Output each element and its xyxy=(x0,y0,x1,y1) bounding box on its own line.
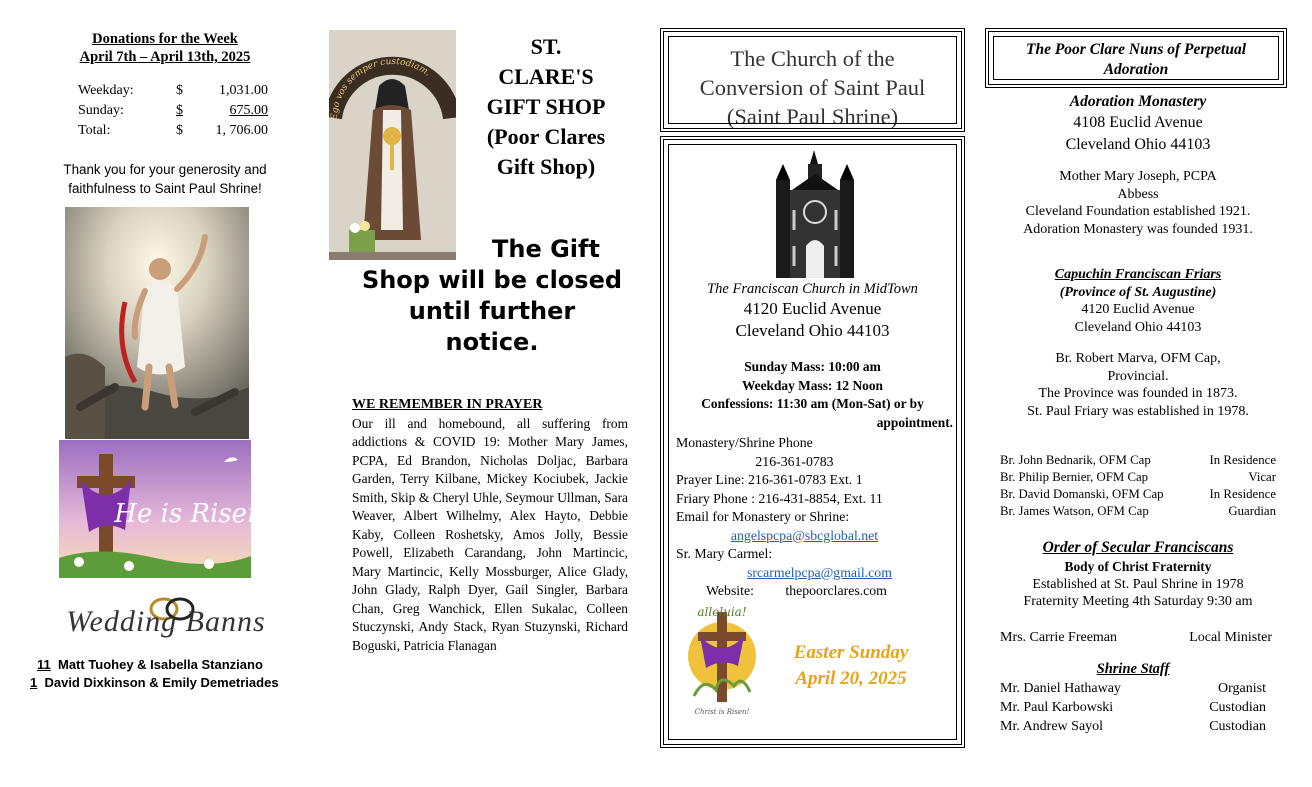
easter-line-2: April 20, 2025 xyxy=(795,668,907,689)
church-subtitle: The Franciscan Church in MidTown xyxy=(707,281,918,297)
friar-row xyxy=(1000,469,1276,486)
resurrection-painting xyxy=(65,207,249,439)
friar-name: Br. Philip Bernier, OFM Cap xyxy=(1000,470,1149,484)
friar-name: Br. James Watson, OFM Cap xyxy=(1000,504,1149,518)
church-title-line: (Saint Paul Shrine) xyxy=(726,104,899,129)
banns-names: David Dixkinson & Emily Demetriades xyxy=(44,675,279,690)
donation-row xyxy=(78,82,274,100)
abbess-title: Abbess xyxy=(1117,186,1159,202)
poor-clare-nuns-title: The Poor Clare Nuns of Perpetual Adoration xyxy=(1025,41,1247,78)
closed-notice-line: until further xyxy=(408,297,576,325)
gift-shop-title xyxy=(470,32,622,182)
staff-name: Mr. Daniel Hathaway xyxy=(1000,681,1121,696)
donations-title: Donations for the Week xyxy=(92,31,238,47)
statue-motto: Ego vos semper custodiam. xyxy=(329,56,433,121)
monastery-phone: 216-361-0783 xyxy=(755,453,834,469)
shrine-staff-section xyxy=(1000,660,1266,736)
staff-role: Custodian xyxy=(1209,719,1266,734)
confessions: Confessions: 11:30 am (Mon-Sat) or by xyxy=(701,396,924,411)
staff-name: Mr. Andrew Sayol xyxy=(1000,719,1104,734)
minister-role: Local Minister xyxy=(1189,630,1272,645)
donations-table xyxy=(76,80,276,142)
donation-currency: $ xyxy=(176,123,183,138)
friar-role: Guardian xyxy=(1228,504,1276,518)
friar-row xyxy=(1000,503,1276,520)
foundation-date: Cleveland Foundation established 1921. xyxy=(1025,204,1251,219)
secular-franciscans-section xyxy=(985,538,1291,611)
donation-amount: 1,031.00 xyxy=(219,83,268,98)
confessions-appointment: appointment. xyxy=(876,414,953,430)
alleluia-image xyxy=(674,600,770,720)
wedding-banns-title: Wedding Banns xyxy=(66,605,266,638)
friars-list xyxy=(1000,452,1276,520)
staff-row xyxy=(1000,679,1266,698)
alleluia-text: alleluia! xyxy=(697,605,747,619)
staff-name: Mr. Paul Karbowski xyxy=(1000,700,1114,715)
donations-section xyxy=(30,30,300,198)
easter-line-1: Easter Sunday xyxy=(793,642,909,663)
staff-row xyxy=(1000,698,1266,717)
website-link[interactable]: thepoorclares.com xyxy=(785,583,887,598)
gift-shop-title-line: CLARE'S xyxy=(498,64,594,89)
capuchin-title: Capuchin Franciscan Friars xyxy=(1054,267,1222,282)
secular-title: Order of Secular Franciscans xyxy=(1042,539,1234,556)
donation-label: Total: xyxy=(78,123,111,138)
banns-item xyxy=(30,656,310,674)
gift-shop-title-line: GIFT SHOP xyxy=(486,94,606,119)
contact-info xyxy=(676,434,953,601)
staff-role: Custodian xyxy=(1209,700,1266,715)
donation-label: Sunday: xyxy=(78,103,124,118)
church-info-box xyxy=(660,136,965,748)
church-title-line: The Church of the xyxy=(730,46,895,71)
staff-role: Organist xyxy=(1218,681,1266,696)
gift-shop-title-line: (Poor Clares xyxy=(486,124,606,149)
thanks-line-1: Thank you for your generosity and xyxy=(63,162,267,177)
closed-notice-line: Shop will be closed xyxy=(361,266,623,294)
friar-name: Br. John Bednarik, OFM Cap xyxy=(1000,453,1151,467)
website-label: Website: xyxy=(706,583,754,598)
shrine-staff-title: Shrine Staff xyxy=(1096,661,1170,677)
abbess-name: Mother Mary Joseph, PCPA xyxy=(1059,169,1217,184)
church-address-2: Cleveland Ohio 44103 xyxy=(735,321,890,340)
christ-is-risen-text: Christ is Risen! xyxy=(694,708,750,716)
gift-shop-closed-notice xyxy=(352,234,632,358)
email-label: Email for Monastery or Shrine: xyxy=(676,509,850,524)
friar-name: Br. David Domanski, OFM Cap xyxy=(1000,487,1164,501)
minister-name: Mrs. Carrie Freeman xyxy=(1000,630,1118,645)
staff-row xyxy=(1000,717,1266,736)
mass-times xyxy=(672,358,953,432)
friar-role: Vicar xyxy=(1248,470,1276,484)
easter-sunday-notice xyxy=(776,640,926,692)
monastery-address-1: 4108 Euclid Avenue xyxy=(1073,114,1203,131)
donation-label: Weekday: xyxy=(78,83,134,98)
sunday-mass: Sunday Mass: 10:00 am xyxy=(744,359,881,374)
banns-item xyxy=(30,674,310,692)
capuchin-address-1: 4120 Euclid Avenue xyxy=(1081,302,1195,317)
monastery-founded: Adoration Monastery was founded 1931. xyxy=(1023,221,1253,237)
capuchin-address-2: Cleveland Ohio 44103 xyxy=(1074,319,1202,335)
provincial-name: Br. Robert Marva, OFM Cap, xyxy=(1055,351,1221,366)
friary-phone: Friary Phone : 216-431-8854, Ext. 11 xyxy=(676,490,883,506)
donation-amount: 675.00 xyxy=(229,103,268,118)
banns-number: 11 xyxy=(37,657,51,672)
closed-notice-line: The Gift xyxy=(492,235,600,263)
gift-shop-title-line: ST. xyxy=(530,34,562,59)
he-is-risen-text: He is Risen xyxy=(114,499,251,529)
prayer-list: Our ill and homebound, all suffering from addictions & COVID 19: Mother Mary James, PCPA, Ed Brandon, Nicholas Doljac, Barbara Garden, Terry Kilbane, Mickey Kociubek, Jackie Smith, Skip & Cheryl Uhle, Seymour Ullman, Sara Weaver, Albert Wilhelmy, Alex Hayto, Debbie Kaby, Colleen Roshetsky, Amos Jolly, Bessie Powell, Elizabeth Carandang, John Martincic, Mary Martincic, Kelly Mossburger, Alice Glady, John Glady, Ralph Dyer, Gail Singler, Barbara Chan, Greg Wanchick, Ellen Sukalac, Colleen Stuczynski, Andy Stack, Ryan Stuzynski, Richard Boguski, Patricia Flanagan xyxy=(352,415,628,653)
carmel-label: Sr. Mary Carmel: xyxy=(676,546,773,561)
thanks-line-2: faithfulness to Saint Paul Shrine! xyxy=(68,181,262,196)
church-title-line: Conversion of Saint Paul xyxy=(699,75,926,100)
friar-row xyxy=(1000,486,1276,503)
friar-role: In Residence xyxy=(1209,453,1276,467)
church-address-block xyxy=(670,280,955,342)
poor-clare-nuns-box xyxy=(985,28,1287,88)
monastery-email-link[interactable]: angelspcpa@sbcglobal.net xyxy=(730,527,879,543)
province-founded: The Province was founded in 1873. xyxy=(1038,386,1238,401)
banns-number: 1 xyxy=(30,675,38,690)
prayer-section xyxy=(352,396,628,655)
fraternity-meeting: Fraternity Meeting 4th Saturday 9:30 am xyxy=(1023,594,1253,609)
donation-row xyxy=(78,102,274,120)
carmel-email-link[interactable]: srcarmelpcpa@gmail.com xyxy=(747,564,892,580)
church-drawing-icon xyxy=(772,150,858,278)
friary-established: St. Paul Friary was established in 1978. xyxy=(1027,403,1249,419)
donations-dates: April 7th – April 13th, 2025 xyxy=(79,49,251,65)
banns-list xyxy=(30,656,310,692)
local-minister xyxy=(1000,629,1272,647)
provincial-title: Provincial. xyxy=(1107,368,1169,384)
capuchin-section xyxy=(985,266,1291,420)
donation-amount: 1, 706.00 xyxy=(215,123,268,138)
church-title-box xyxy=(660,28,965,132)
capuchin-province: (Province of St. Augustine) xyxy=(1059,284,1217,300)
monastery-address-2: Cleveland Ohio 44103 xyxy=(1065,136,1211,153)
prayer-line: Prayer Line: 216-361-0783 Ext. 1 xyxy=(676,472,863,487)
donation-currency: $ xyxy=(176,103,183,118)
wedding-banns-logo xyxy=(32,595,300,638)
church-address-1: 4120 Euclid Avenue xyxy=(743,299,882,318)
thanks-text xyxy=(30,160,300,198)
donation-row xyxy=(78,122,274,140)
friar-row xyxy=(1000,452,1276,469)
adoration-monastery-section xyxy=(985,92,1291,238)
monastery-phone-label: Monastery/Shrine Phone xyxy=(676,435,813,450)
he-is-risen-banner xyxy=(59,440,251,578)
friar-role: In Residence xyxy=(1209,487,1276,501)
fraternity-name: Body of Christ Fraternity xyxy=(1064,559,1212,574)
monastery-name: Adoration Monastery xyxy=(1069,93,1207,110)
weekday-mass: Weekday Mass: 12 Noon xyxy=(742,377,883,393)
closed-notice-line: notice. xyxy=(445,328,539,356)
donation-currency: $ xyxy=(176,83,183,98)
banns-names: Matt Tuohey & Isabella Stanziano xyxy=(57,657,263,672)
st-clare-statue-photo xyxy=(329,30,456,260)
fraternity-established: Established at St. Paul Shrine in 1978 xyxy=(1032,576,1244,592)
gift-shop-title-line: Gift Shop) xyxy=(496,154,596,179)
prayer-heading: WE REMEMBER IN PRAYER xyxy=(352,397,543,412)
